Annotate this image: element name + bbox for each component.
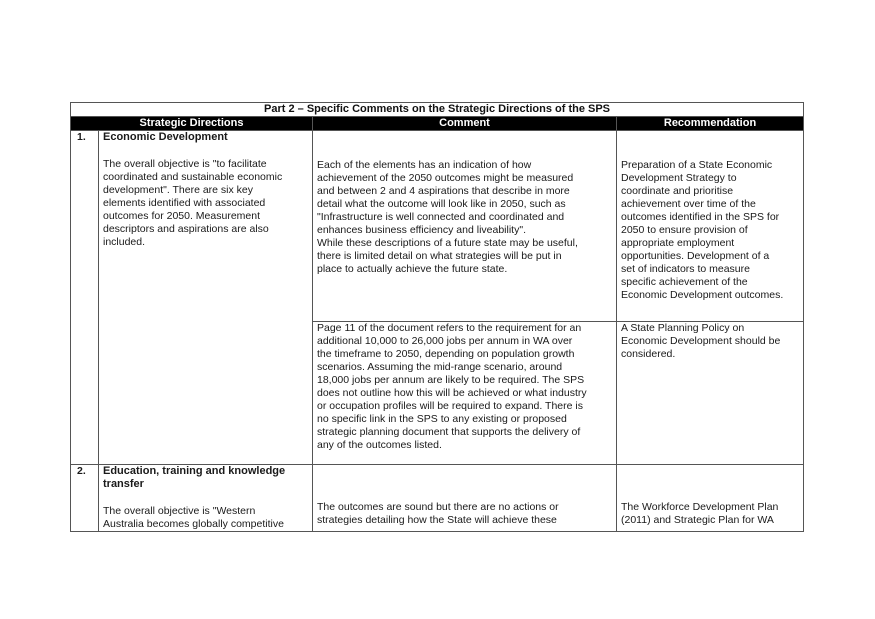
table-row <box>71 131 804 322</box>
comment-text: The outcomes are sound but there are no actions or strategies detailing how the State will achieve these <box>317 501 559 526</box>
recommendation-cell <box>617 322 804 465</box>
direction-text: The overall objective is "Western Australia becomes globally competitive <box>103 505 284 530</box>
strategic-direction-cell <box>99 131 313 465</box>
table-header-row <box>71 117 804 131</box>
comment-cell <box>313 131 617 322</box>
comment-cell <box>313 465 617 532</box>
table-title: Part 2 – Specific Comments on the Strategic Directions of the SPS <box>71 103 804 117</box>
strategic-direction-cell <box>99 465 313 532</box>
comment-cell <box>313 322 617 465</box>
section-title: Education, training and knowledge transfer <box>103 465 286 490</box>
header-strategic-directions: Strategic Directions <box>71 117 313 131</box>
comment-text: Each of the elements has an indication of how achievement of the 2050 outcomes might be measured and between 2 and 4 aspirations that describe in more detail what the outcome will look like in 2050, such as "Infrastructure is well connected and coordinated and enhances business efficiency and liveability". While these descriptions of a future state may be useful, there is limited detail on what strategies will be put in place to actually achieve the future state. <box>317 159 578 275</box>
section-title: Economic Development <box>103 131 228 143</box>
recommendation-text: A State Planning Policy on Economic Development should be considered. <box>621 322 781 360</box>
comment-text: Page 11 of the document refers to the requirement for an additional 10,000 to 26,000 jobs per annum in WA over the timeframe to 2050, depending on population growth scenarios. Assuming the mid-range scenario, around 18,000 jobs per annum are likely to be required. The SPS does not outline how this will be achieved or what industry or occupation profiles will be required to expand. There is no specific link in the SPS to any existing or proposed strategic planning document that supports the delivery of any of the outcomes listed. <box>317 322 587 451</box>
section-number: 1. <box>71 131 99 465</box>
table-row <box>71 465 804 532</box>
recommendation-text: Preparation of a State Economic Development Strategy to coordinate and prioritise achievement over time of the outcomes identified in the SPS for 2050 to ensure provision of appropriate employment opportunities. Development of a set of indicators to measure specific achievement of the Economic Development outcomes. <box>621 159 784 301</box>
recommendation-text: The Workforce Development Plan (2011) and Strategic Plan for WA <box>621 501 779 526</box>
header-recommendation: Recommendation <box>617 117 804 131</box>
table-title-row <box>71 103 804 117</box>
comments-table <box>70 102 804 532</box>
direction-text: The overall objective is "to facilitate coordinated and sustainable economic development". There are six key elements identified with associated outcomes for 2050. Measurement descriptors and aspirations are also included. <box>103 158 283 248</box>
section-number: 2. <box>71 465 99 532</box>
header-comment: Comment <box>313 117 617 131</box>
recommendation-cell <box>617 465 804 532</box>
recommendation-cell <box>617 131 804 322</box>
